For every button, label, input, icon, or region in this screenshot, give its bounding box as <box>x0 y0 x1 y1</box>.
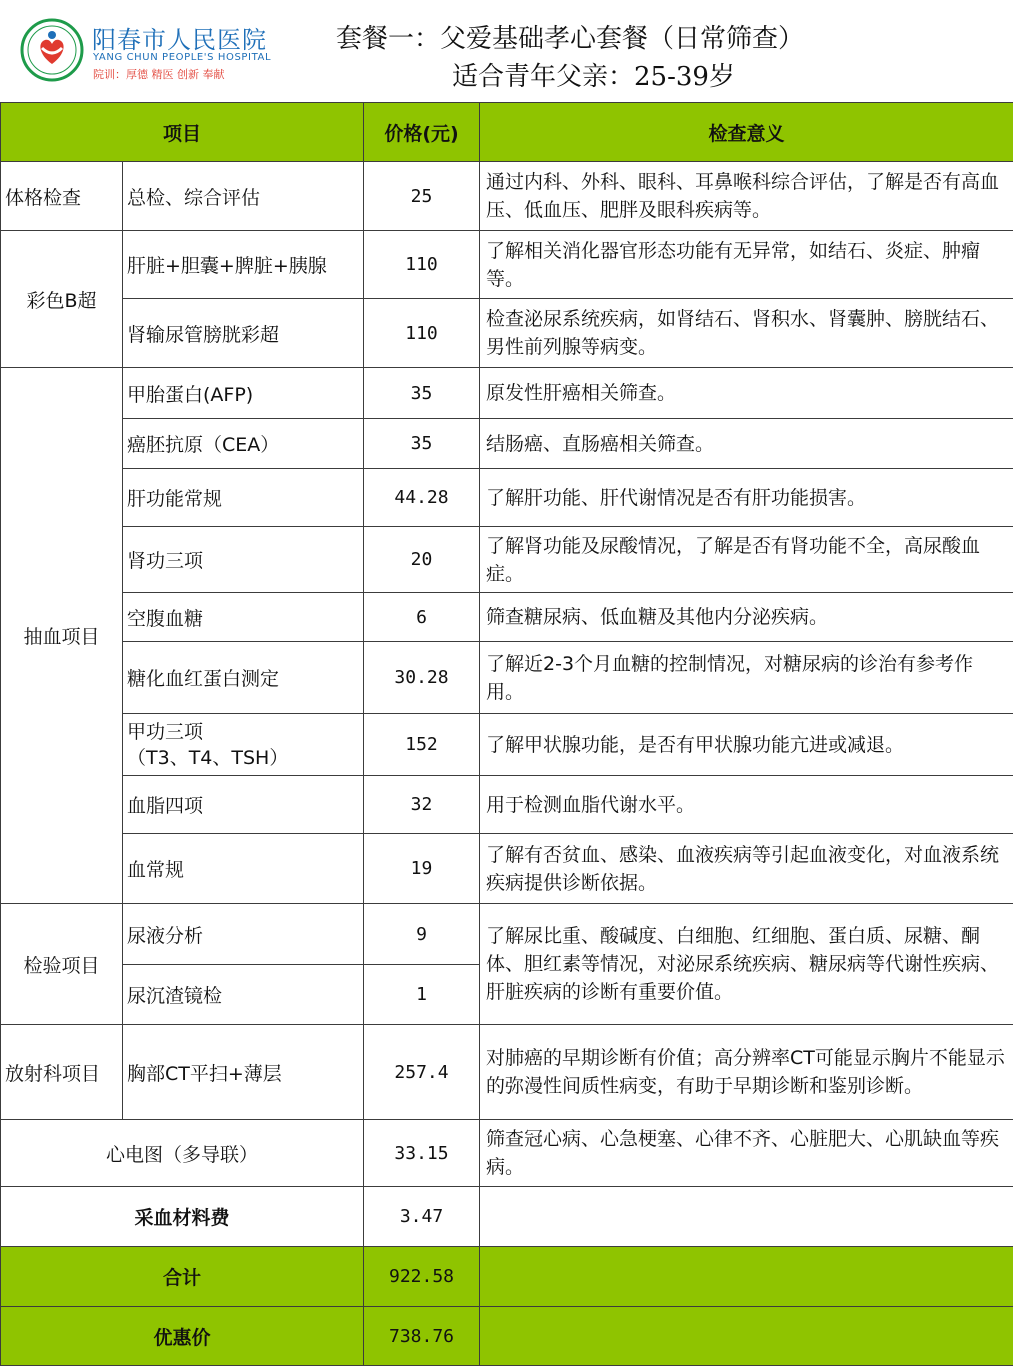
package-title: 套餐一：父爱基础孝心套餐（日常筛查） <box>336 18 804 55</box>
total-empty <box>480 1247 1013 1307</box>
table-row <box>1 419 1013 469</box>
item-price: 20 <box>364 527 480 593</box>
table-row <box>1 642 1013 714</box>
category-cell: 放射科项目 <box>1 1025 123 1120</box>
item-price: 19 <box>364 834 480 904</box>
category-cell: 检验项目 <box>1 904 123 1025</box>
page-header <box>0 0 1013 102</box>
item-name: 血常规 <box>123 834 364 904</box>
item-desc: 了解尿比重、酸碱度、白细胞、红细胞、蛋白质、尿糖、酮体、胆红素等情况，对泌尿系统疾病、糖尿病等代谢性疾病、肝脏疾病的诊断有重要价值。 <box>480 904 1013 1025</box>
table-row <box>1 904 1013 965</box>
item-name: 总检、综合评估 <box>123 162 364 231</box>
item-desc: 检查泌尿系统疾病，如肾结石、肾积水、肾囊肿、膀胱结石、男性前列腺等病变。 <box>480 299 1013 368</box>
hospital-name: 阳春市人民医院 <box>92 20 267 55</box>
item-name: 糖化血红蛋白测定 <box>123 642 364 714</box>
item-name: 尿液分析 <box>123 904 364 965</box>
table-row <box>1 299 1013 368</box>
item-name: 肾功三项 <box>123 527 364 593</box>
item-desc: 用于检测血脂代谢水平。 <box>480 776 1013 834</box>
category-cell: 体格检查 <box>1 162 123 231</box>
item-price: 257.4 <box>364 1025 480 1120</box>
item-desc: 了解肝功能、肝代谢情况是否有肝功能损害。 <box>480 469 1013 527</box>
item-name: 胸部CT平扫+薄层 <box>123 1025 364 1120</box>
item-price: 110 <box>364 231 480 299</box>
table-header-row <box>1 103 1013 162</box>
hospital-motto: 院训：厚德 精医 创新 奉献 <box>93 66 225 82</box>
item-price: 32 <box>364 776 480 834</box>
item-desc: 了解有否贫血、感染、血液疾病等引起血液变化，对血液系统疾病提供诊断依据。 <box>480 834 1013 904</box>
item-desc: 了解甲状腺功能，是否有甲状腺功能亢进或减退。 <box>480 714 1013 776</box>
table-row <box>1 1025 1013 1120</box>
item-desc: 筛查糖尿病、低血糖及其他内分泌疾病。 <box>480 593 1013 642</box>
item-price: 110 <box>364 299 480 368</box>
item-price: 35 <box>364 419 480 469</box>
package-subtitle: 适合青年父亲：25-39岁 <box>452 56 735 93</box>
table-row <box>1 231 1013 299</box>
table-row <box>1 527 1013 593</box>
item-desc: 了解近2-3个月血糖的控制情况，对糖尿病的诊治有参考作用。 <box>480 642 1013 714</box>
table-row <box>1 776 1013 834</box>
hospital-logo-icon <box>20 18 84 82</box>
item-desc: 通过内科、外科、眼科、耳鼻喉科综合评估，了解是否有高血压、低血压、肥胖及眼科疾病等。 <box>480 162 1013 231</box>
table-row <box>1 368 1013 419</box>
item-price: 1 <box>364 965 480 1025</box>
item-desc: 原发性肝癌相关筛查。 <box>480 368 1013 419</box>
col-header-price: 价格(元) <box>364 103 480 162</box>
package-table <box>0 102 1013 1366</box>
table-row <box>1 1120 1013 1187</box>
discount-label: 优惠价 <box>1 1307 364 1366</box>
item-price: 44.28 <box>364 469 480 527</box>
item-name: 尿沉渣镜检 <box>123 965 364 1025</box>
item-name-line1: 甲功三项 <box>127 719 359 745</box>
item-price: 35 <box>364 368 480 419</box>
table-row <box>1 469 1013 527</box>
item-desc: 了解肾功能及尿酸情况，了解是否有肾功能不全，高尿酸血症。 <box>480 527 1013 593</box>
col-header-item: 项目 <box>1 103 364 162</box>
table-row <box>1 834 1013 904</box>
table-row <box>1 162 1013 231</box>
discount-row <box>1 1307 1013 1366</box>
item-desc: 结肠癌、直肠癌相关筛查。 <box>480 419 1013 469</box>
item-name: 血脂四项 <box>123 776 364 834</box>
item-price: 30.28 <box>364 642 480 714</box>
hospital-name-en: YANG CHUN PEOPLE'S HOSPITAL <box>93 52 271 63</box>
category-cell: 抽血项目 <box>1 368 123 904</box>
discount-value: 738.76 <box>364 1307 480 1366</box>
total-label: 合计 <box>1 1247 364 1307</box>
item-price: 25 <box>364 162 480 231</box>
item-desc: 筛查冠心病、心急梗塞、心律不齐、心脏肥大、心肌缺血等疾病。 <box>480 1120 1013 1187</box>
item-name <box>123 714 364 776</box>
item-name: 采血材料费 <box>1 1187 364 1247</box>
table-row <box>1 593 1013 642</box>
item-name: 心电图（多导联） <box>1 1120 364 1187</box>
col-header-meaning: 检查意义 <box>480 103 1013 162</box>
item-price: 6 <box>364 593 480 642</box>
item-name: 肝脏+胆囊+脾脏+胰腺 <box>123 231 364 299</box>
table-row <box>1 714 1013 776</box>
item-price: 152 <box>364 714 480 776</box>
item-name: 肾输尿管膀胱彩超 <box>123 299 364 368</box>
item-name: 空腹血糖 <box>123 593 364 642</box>
total-row <box>1 1247 1013 1307</box>
item-price: 3.47 <box>364 1187 480 1247</box>
table-row <box>1 1187 1013 1247</box>
item-name: 癌胚抗原（CEA） <box>123 419 364 469</box>
item-price: 33.15 <box>364 1120 480 1187</box>
item-desc: 对肺癌的早期诊断有价值；高分辨率CT可能显示胸片不能显示的弥漫性间质性病变，有助于早期诊断和鉴别诊断。 <box>480 1025 1013 1120</box>
item-price: 9 <box>364 904 480 965</box>
item-name: 甲胎蛋白(AFP) <box>123 368 364 419</box>
item-desc <box>480 1187 1013 1247</box>
category-cell: 彩色B超 <box>1 231 123 368</box>
item-name: 肝功能常规 <box>123 469 364 527</box>
item-desc: 了解相关消化器官形态功能有无异常，如结石、炎症、肿瘤等。 <box>480 231 1013 299</box>
total-value: 922.58 <box>364 1247 480 1307</box>
discount-empty <box>480 1307 1013 1366</box>
item-name-line2: （T3、T4、TSH） <box>127 745 359 771</box>
